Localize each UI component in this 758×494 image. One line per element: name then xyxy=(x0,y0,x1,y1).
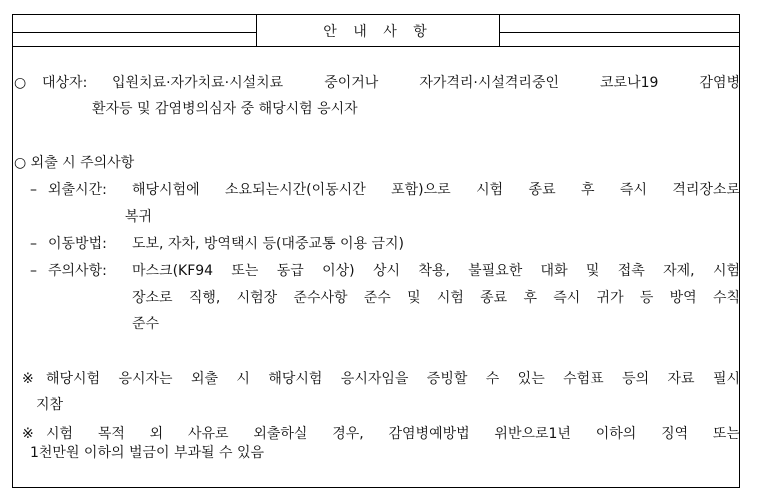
outing-time-dash: – xyxy=(30,182,37,198)
transport-dash: – xyxy=(30,236,37,252)
notice-title: 안 내 사 항 xyxy=(256,14,500,47)
note-2-mark: ※ xyxy=(22,426,34,442)
outing-time-line-2: 복귀 xyxy=(125,209,153,225)
outing-time-line-1: 해당시험에 소요되는시간(이동시간 포함)으로 시험 종료 후 즉시 격리장소로 xyxy=(132,182,740,198)
note-1-line-2: 지참 xyxy=(36,397,64,413)
caution-label: 주의사항: xyxy=(48,263,107,279)
transport-label: 이동방법: xyxy=(48,236,107,252)
note-1-line-1: 해당시험 응시자는 외출 시 해당시험 응시자임을 증빙할 수 있는 수험표 등의 자료 필시 xyxy=(46,371,740,387)
target-label: 대상자: xyxy=(42,75,88,91)
precautions-heading: ○ 외출 시 주의사항 xyxy=(14,155,135,171)
note-2-line-1: 시험 목적 외 사유로 외출하실 경우, 감염병예방법 위반으로1년 이하의 징역 또는 xyxy=(46,426,740,442)
outing-time-label: 외출시간: xyxy=(48,182,107,198)
caution-line-1: 마스크(KF94 또는 동급 이상) 상시 착용, 불필요한 대화 및 접촉 자제, 시험 xyxy=(132,263,740,279)
caution-line-3: 준수 xyxy=(132,316,160,332)
transport-line-1: 도보, 자차, 방역택시 등(대중교통 이용 금지) xyxy=(132,236,404,252)
note-1-mark: ※ xyxy=(22,371,34,387)
caution-dash: – xyxy=(30,263,37,279)
target-line-2: 환자등 및 감염병의심자 중 해당시험 응시자 xyxy=(92,101,358,117)
note-2-line-2: 1천만원 이하의 벌금이 부과될 수 있음 xyxy=(30,445,265,461)
target-bullet: ○ xyxy=(14,75,27,91)
target-line-1: 입원치료·자가치료·시설치료 중이거나 자가격리·시설격리중인 코로나19 감염병 xyxy=(112,75,740,91)
caution-line-2: 장소로 직행, 시험장 준수사항 준수 및 시험 종료 후 즉시 귀가 등 방역 수칙 xyxy=(132,290,740,306)
